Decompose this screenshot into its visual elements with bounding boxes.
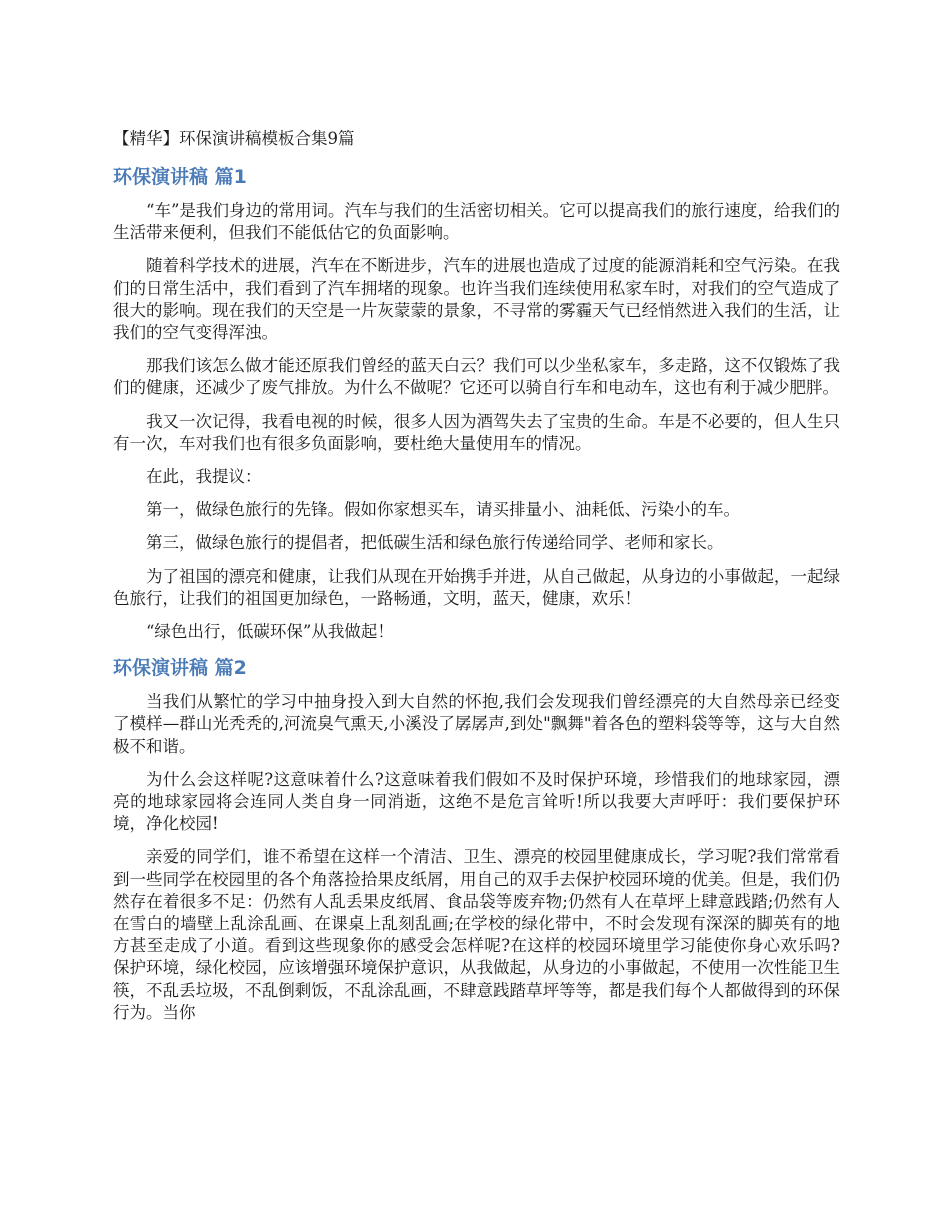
section-2	[113, 655, 840, 1024]
paragraph: 我又一次记得，我看电视的时候，很多人因为酒驾失去了宝贵的生命。车是不必要的，但人生只有一次，车对我们也有很多负面影响，要杜绝大量使用车的情况。	[113, 411, 840, 453]
document-title: 【精华】环保演讲稿模板合集9篇	[113, 129, 355, 148]
paragraph: “车”是我们身边的常用词。汽车与我们的生活密切相关。它可以提高我们的旅行速度，给我们的生活带来便利，但我们不能低估它的负面影响。	[113, 201, 840, 243]
section-heading: 环保演讲稿 篇2	[113, 657, 247, 680]
paragraph: 在此，我提议：	[146, 467, 262, 487]
paragraph: 亲爱的同学们，谁不希望在这样一个清洁、卫生、漂亮的校园里健康成长，学习呢?我们常常看到一些同学在校园里的各个角落捡拾果皮纸屑，用自己的双手去保护校园环境的优美。但是，我们仍然存在着很多不足：仍然有人乱丢果皮纸屑、食品袋等废弃物;仍然有人在草坪上肆意践踏;仍然有人在雪白的墙壁上乱涂乱画、在课桌上乱刻乱画;在学校的绿化带中，不时会发现有深深的脚英有的地方甚至走成了小道。看到这些现象你的感受会怎样呢?在这样的校园环境里学习能使你身心欢乐吗?保护环境，绿化校园，应该增强环境保护意识，从我做起，从身边的小事做起，不使用一次性能卫生筷，不乱丢垃圾，不乱倒剩饭，不乱涂乱画，不肆意践踏草坪等等，都是我们每个人都做得到的环保行为。当你	[113, 847, 840, 1022]
paragraph: 为了祖国的漂亮和健康，让我们从现在开始携手并进，从自己做起，从身边的小事做起，一起绿色旅行，让我们的祖国更加绿色，一路畅通，文明，蓝天，健康，欢乐！	[113, 566, 840, 608]
paragraph: 当我们从繁忙的学习中抽身投入到大自然的怀抱,我们会发现我们曾经漂亮的大自然母亲已经变了模样—群山光秃秃的,河流臭气熏天,小溪没了孱孱声,到处"飘舞"着各色的塑料袋等等，这与大自然极不和谐。	[113, 692, 840, 756]
paragraph: 那我们该怎么做才能还原我们曾经的蓝天白云？我们可以少坐私家车，多走路，这不仅锻炼了我们的健康，还减少了废气排放。为什么不做呢？它还可以骑自行车和电动车，这也有利于减少肥胖。	[113, 356, 840, 398]
section-heading: 环保演讲稿 篇1	[113, 166, 247, 188]
paragraph: 随着科学技术的进展，汽车在不断进步，汽车的进展也造成了过度的能源消耗和空气污染。在我们的日常生活中，我们看到了汽车拥堵的现象。也许当我们连续使用私家车时，对我们的空气造成了很大的影响。现在我们的天空是一片灰蒙蒙的景象，不寻常的雾霾天气已经悄然进入我们的生活，让我们的空气变得浑浊。	[113, 256, 840, 343]
paragraph: 为什么会这样呢?这意味着什么?这意味着我们假如不及时保护环境，珍惜我们的地球家园，漂亮的地球家园将会连同人类自身一同消逝，这绝不是危言耸听!所以我要大声呼吁：我们要保护环境，净化校园!	[113, 769, 840, 834]
paragraph: 第一，做绿色旅行的先锋。假如你家想买车，请买排量小、油耗低、污染小的车。	[146, 500, 740, 520]
section-1	[113, 164, 840, 643]
paragraph: 第三，做绿色旅行的提倡者，把低碳生活和绿色旅行传递给同学、老师和家长。	[146, 533, 724, 553]
paragraph: “绿色出行，低碳环保”从我做起！	[146, 622, 394, 642]
document-page	[113, 126, 840, 1035]
